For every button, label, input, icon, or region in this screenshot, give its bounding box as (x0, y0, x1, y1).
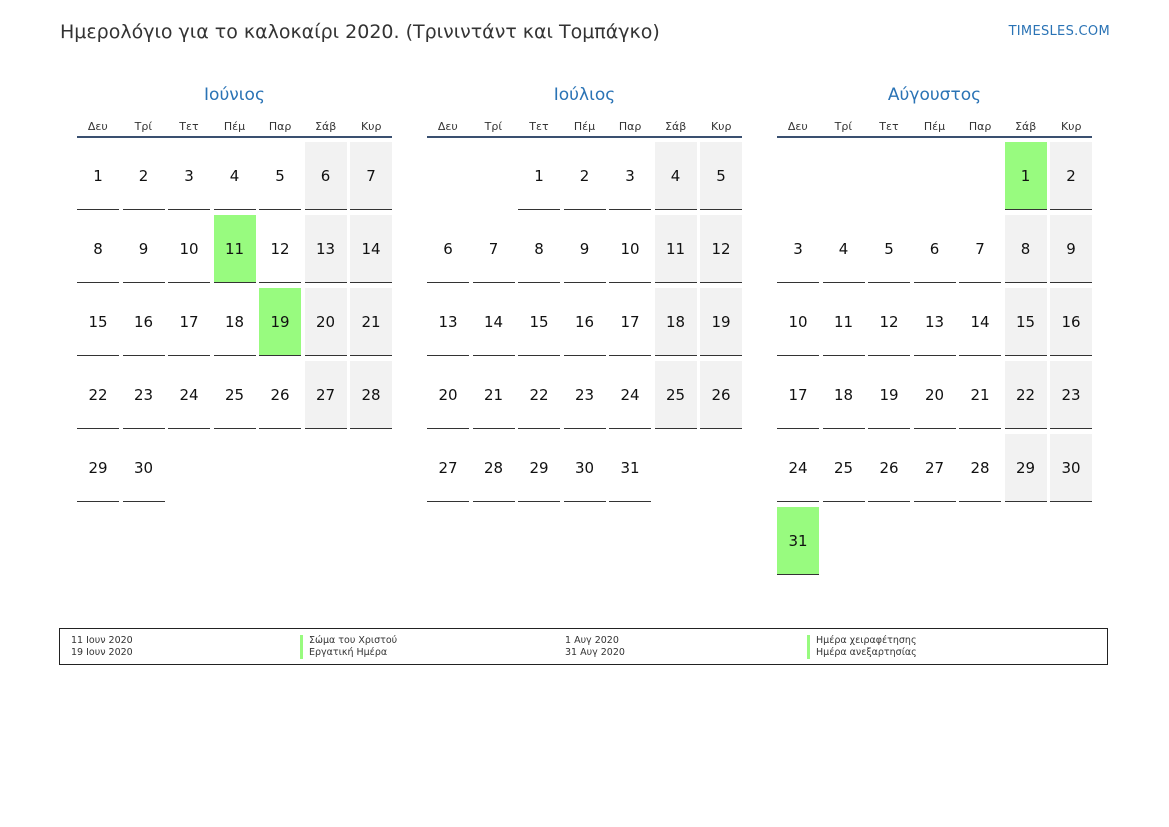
day-cell: 20 (914, 361, 956, 429)
day-cell: 4 (655, 142, 697, 210)
day-cell: 4 (823, 215, 865, 283)
day-cell: 14 (350, 215, 392, 283)
legend-holiday-name: Εργατική Ημέρα (300, 647, 387, 659)
day-cell: 30 (1050, 434, 1092, 502)
holiday-day-cell: 11 (214, 215, 256, 283)
weekday-label: Τρί (134, 120, 153, 133)
day-cell: 5 (259, 142, 301, 210)
day-cell: 19 (700, 288, 742, 356)
day-cell: 30 (564, 434, 606, 502)
empty-cell (959, 142, 1001, 210)
holiday-day-cell: 31 (777, 507, 819, 575)
weekday-label: Πέμ (223, 120, 246, 133)
weekday-header (777, 117, 1092, 138)
legend-date: 11 Ιουν 2020 (71, 635, 133, 646)
day-cell: 10 (609, 215, 651, 283)
weekday-label: Κυρ (710, 120, 732, 133)
day-cell: 24 (609, 361, 651, 429)
day-cell: 17 (609, 288, 651, 356)
day-cell: 21 (959, 361, 1001, 429)
day-cell: 13 (305, 215, 347, 283)
day-cell: 5 (700, 142, 742, 210)
weekday-header (77, 117, 392, 138)
day-cell: 11 (823, 288, 865, 356)
day-cell: 2 (564, 142, 606, 210)
day-cell: 26 (259, 361, 301, 429)
day-cell: 6 (914, 215, 956, 283)
day-grid (777, 142, 1092, 575)
weekday-label: Τετ (529, 120, 549, 133)
weekday-label: Πέμ (573, 120, 596, 133)
weekday-label: Σάβ (1015, 120, 1037, 133)
site-link[interactable]: TIMESLES.COM (1008, 24, 1110, 39)
day-cell: 22 (1005, 361, 1047, 429)
weekday-label: Σάβ (665, 120, 687, 133)
empty-cell (914, 142, 956, 210)
day-cell: 17 (777, 361, 819, 429)
day-cell: 12 (868, 288, 910, 356)
day-cell: 18 (655, 288, 697, 356)
weekday-label: Παρ (268, 120, 292, 133)
day-cell: 14 (959, 288, 1001, 356)
day-cell: 5 (868, 215, 910, 283)
day-cell: 9 (123, 215, 165, 283)
day-cell: 8 (77, 215, 119, 283)
day-cell: 8 (518, 215, 560, 283)
legend-date: 19 Ιουν 2020 (71, 647, 133, 658)
page-title: Ημερολόγιο για το καλοκαίρι 2020. (Τρινιντάντ και Τομπάγκο) (60, 21, 660, 43)
day-cell: 4 (214, 142, 256, 210)
day-grid (77, 142, 392, 502)
weekday-label: Δευ (787, 120, 808, 133)
day-cell: 20 (305, 288, 347, 356)
month-june (77, 84, 392, 502)
day-cell: 26 (868, 434, 910, 502)
day-cell: 13 (427, 288, 469, 356)
day-cell: 9 (1050, 215, 1092, 283)
day-cell: 1 (518, 142, 560, 210)
day-cell: 30 (123, 434, 165, 502)
weekday-label: Παρ (968, 120, 992, 133)
day-cell: 9 (564, 215, 606, 283)
day-cell: 19 (868, 361, 910, 429)
legend-holiday-name: Ημέρα ανεξαρτησίας (807, 647, 917, 659)
day-cell: 10 (168, 215, 210, 283)
day-cell: 6 (427, 215, 469, 283)
day-cell: 21 (350, 288, 392, 356)
day-cell: 25 (214, 361, 256, 429)
day-cell: 26 (700, 361, 742, 429)
day-cell: 3 (609, 142, 651, 210)
day-cell: 15 (518, 288, 560, 356)
weekday-label: Κυρ (360, 120, 382, 133)
weekday-label: Δευ (87, 120, 108, 133)
weekday-label: Κυρ (1060, 120, 1082, 133)
day-cell: 27 (914, 434, 956, 502)
legend-date: 1 Αυγ 2020 (565, 635, 619, 646)
day-cell: 21 (473, 361, 515, 429)
weekday-label: Τρί (834, 120, 853, 133)
weekday-label: Τετ (179, 120, 199, 133)
day-cell: 12 (700, 215, 742, 283)
empty-cell (473, 142, 515, 210)
day-cell: 2 (123, 142, 165, 210)
day-cell: 27 (305, 361, 347, 429)
day-cell: 15 (77, 288, 119, 356)
day-cell: 17 (168, 288, 210, 356)
weekday-label: Τετ (879, 120, 899, 133)
empty-cell (868, 142, 910, 210)
holiday-legend (59, 628, 1108, 665)
day-cell: 7 (473, 215, 515, 283)
day-cell: 23 (564, 361, 606, 429)
day-grid (427, 142, 742, 502)
weekday-label: Σάβ (315, 120, 337, 133)
day-cell: 2 (1050, 142, 1092, 210)
day-cell: 24 (777, 434, 819, 502)
day-cell: 28 (350, 361, 392, 429)
day-cell: 16 (1050, 288, 1092, 356)
empty-cell (427, 142, 469, 210)
holiday-day-cell: 1 (1005, 142, 1047, 210)
day-cell: 13 (914, 288, 956, 356)
weekday-label: Τρί (484, 120, 503, 133)
day-cell: 24 (168, 361, 210, 429)
month-august (777, 84, 1092, 575)
legend-holiday-name: Σώμα του Χριστού (300, 635, 397, 647)
day-cell: 6 (305, 142, 347, 210)
weekday-label: Δευ (437, 120, 458, 133)
day-cell: 22 (77, 361, 119, 429)
day-cell: 23 (1050, 361, 1092, 429)
day-cell: 3 (777, 215, 819, 283)
day-cell: 18 (823, 361, 865, 429)
day-cell: 15 (1005, 288, 1047, 356)
day-cell: 1 (77, 142, 119, 210)
day-cell: 12 (259, 215, 301, 283)
day-cell: 25 (823, 434, 865, 502)
day-cell: 18 (214, 288, 256, 356)
legend-holiday-name: Ημέρα χειραφέτησης (807, 635, 917, 647)
weekday-label: Παρ (618, 120, 642, 133)
legend-date: 31 Αυγ 2020 (565, 647, 625, 658)
day-cell: 29 (1005, 434, 1047, 502)
day-cell: 3 (168, 142, 210, 210)
day-cell: 14 (473, 288, 515, 356)
day-cell: 28 (473, 434, 515, 502)
month-name: Αύγουστος (887, 85, 982, 105)
day-cell: 16 (564, 288, 606, 356)
day-cell: 29 (518, 434, 560, 502)
day-cell: 16 (123, 288, 165, 356)
month-july (427, 84, 742, 502)
holiday-day-cell: 19 (259, 288, 301, 356)
empty-cell (823, 142, 865, 210)
day-cell: 27 (427, 434, 469, 502)
day-cell: 23 (123, 361, 165, 429)
day-cell: 28 (959, 434, 1001, 502)
day-cell: 11 (655, 215, 697, 283)
day-cell: 25 (655, 361, 697, 429)
day-cell: 29 (77, 434, 119, 502)
month-name: Ιούνιος (204, 85, 265, 105)
day-cell: 10 (777, 288, 819, 356)
day-cell: 7 (959, 215, 1001, 283)
weekday-header (427, 117, 742, 138)
day-cell: 22 (518, 361, 560, 429)
day-cell: 31 (609, 434, 651, 502)
day-cell: 20 (427, 361, 469, 429)
day-cell: 8 (1005, 215, 1047, 283)
weekday-label: Πέμ (923, 120, 946, 133)
day-cell: 7 (350, 142, 392, 210)
month-name: Ιούλιος (553, 85, 616, 105)
empty-cell (777, 142, 819, 210)
